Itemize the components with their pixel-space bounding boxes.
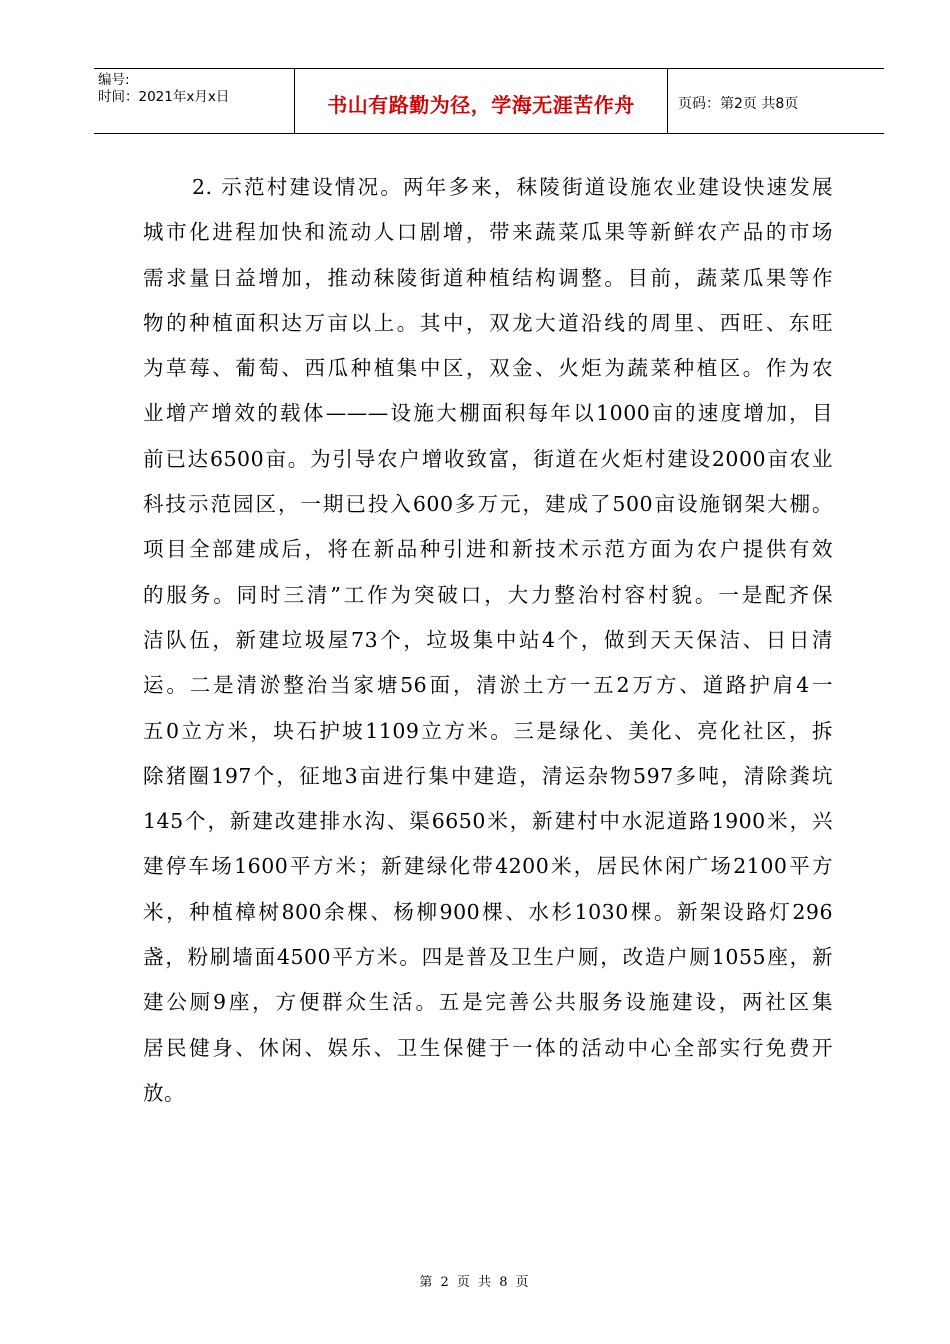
body-line: 145个，新建改建排水沟、渠6650米，新建村中水泥道路1900米，兴 — [143, 809, 833, 834]
body-line: 需求量日益增加，推动秣陵街道种植结构调整。目前，蔬菜瓜果等作 — [143, 265, 833, 290]
body-line: 科技示范园区，一期已投入600多万元，建成了500亩设施钢架大棚。 — [143, 492, 833, 517]
document-body — [143, 165, 833, 1116]
body-line: 建停车场1600平方米；新建绿化带4200米，居民休闲广场2100平方 — [143, 854, 833, 879]
body-line: 为草莓、葡萄、西瓜种植集中区，双金、火炬为蔬菜种植区。作为农 — [143, 356, 833, 381]
body-line: 前已达6500亩。为引导农户增收致富，街道在火炬村建设2000亩农业 — [143, 446, 833, 471]
body-line: 居民健身、休闲、娱乐、卫生保健于一体的活动中心全部实行免费开 — [143, 1035, 833, 1060]
body-line: 盏，粉刷墙面4500平方米。四是普及卫生户厕，改造户厕1055座，新 — [143, 945, 833, 970]
number-label: 编号: — [98, 72, 130, 88]
body-line: 运。二是清淤整治当家塘56面，清淤土方一五2万方、道路护肩4一 — [143, 673, 833, 698]
body-line: 城市化进程加快和流动人口剧增，带来蔬菜瓜果等新鲜农产品的市场 — [143, 220, 833, 245]
page-footer: 第 2 页 共 8 页 — [419, 1275, 531, 1290]
body-line: 业增产增效的载体———设施大棚面积每年以1000亩的速度增加，目 — [143, 401, 833, 426]
body-line: 建公厕9座，方便群众生活。五是完善公共服务设施建设，两社区集 — [143, 990, 833, 1015]
body-line: 的服务。同时三清”工作为突破口，大力整治村容村貌。一是配齐保 — [143, 582, 833, 607]
header-meta — [94, 69, 295, 133]
time-label: 时间：2021年x月x日 — [98, 89, 230, 105]
body-line: 洁队伍，新建垃圾屋73个，垃圾集中站4个，做到天天保洁、日日清 — [143, 627, 833, 652]
body-line: 放。 — [143, 1080, 185, 1105]
body-line: 项目全部建成后，将在新品种引进和新技术示范方面为农户提供有效 — [143, 537, 833, 562]
body-line: 物的种植面积达万亩以上。其中，双龙大道沿线的周里、西旺、东旺 — [143, 310, 833, 335]
page-header — [94, 68, 884, 134]
header-page-label: 页码：第2页 共8页 — [678, 96, 799, 112]
header-motto: 书山有路勤为径，学海无涯苦作舟 — [295, 69, 668, 133]
body-line: 2. 示范村建设情况。两年多来，秣陵街道设施农业建设快速发展 — [192, 175, 833, 199]
body-line: 米，种植樟树800余棵、杨柳900棵、水杉1030棵。新架设路灯296 — [143, 899, 833, 924]
body-line: 五0立方米，块石护坡1109立方米。三是绿化、美化、亮化社区，拆 — [143, 718, 833, 743]
body-line: 除猪圈197个，征地3亩进行集中建造，清运杂物597多吨，清除粪坑 — [143, 763, 833, 788]
